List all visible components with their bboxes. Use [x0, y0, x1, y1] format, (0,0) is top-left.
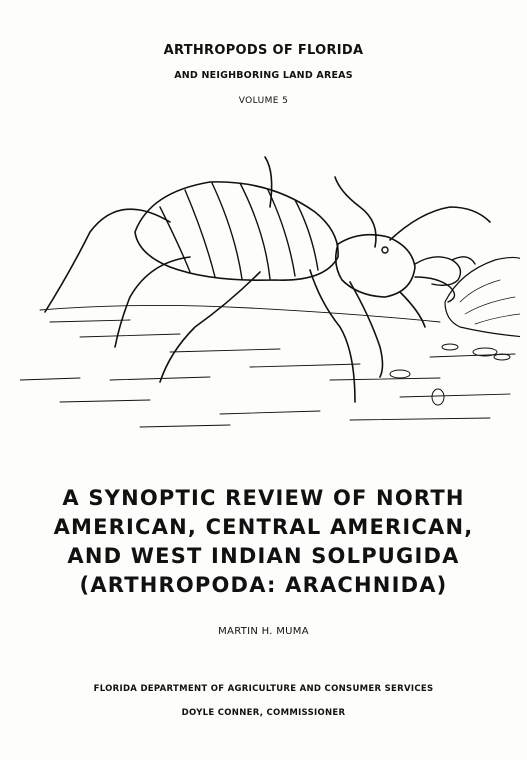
main-title-line: (ARTHROPODA: ARACHNIDA): [79, 573, 448, 597]
publisher-commissioner: DOYLE CONNER, COMMISSIONER: [181, 708, 346, 718]
author: MARTIN H. MUMA: [218, 626, 309, 637]
publisher-department: FLORIDA DEPARTMENT OF AGRICULTURE AND CONSUMER SERVICES: [93, 684, 434, 694]
series-title: ARTHROPODS OF FLORIDA: [163, 43, 364, 58]
main-title-line: AND WEST INDIAN SOLPUGIDA: [67, 544, 460, 568]
main-title: [0, 484, 527, 600]
main-title-line: AMERICAN, CENTRAL AMERICAN,: [53, 515, 474, 539]
volume-label: VOLUME 5: [238, 96, 289, 106]
solpugid-illustration: [20, 152, 520, 452]
abdomen: [135, 182, 338, 280]
ground-lines: [20, 305, 515, 427]
series-subtitle: AND NEIGHBORING LAND AREAS: [174, 70, 353, 81]
main-title-line: A SYNOPTIC REVIEW OF NORTH: [62, 486, 465, 510]
rock-shape: [445, 257, 520, 337]
head: [336, 235, 475, 302]
